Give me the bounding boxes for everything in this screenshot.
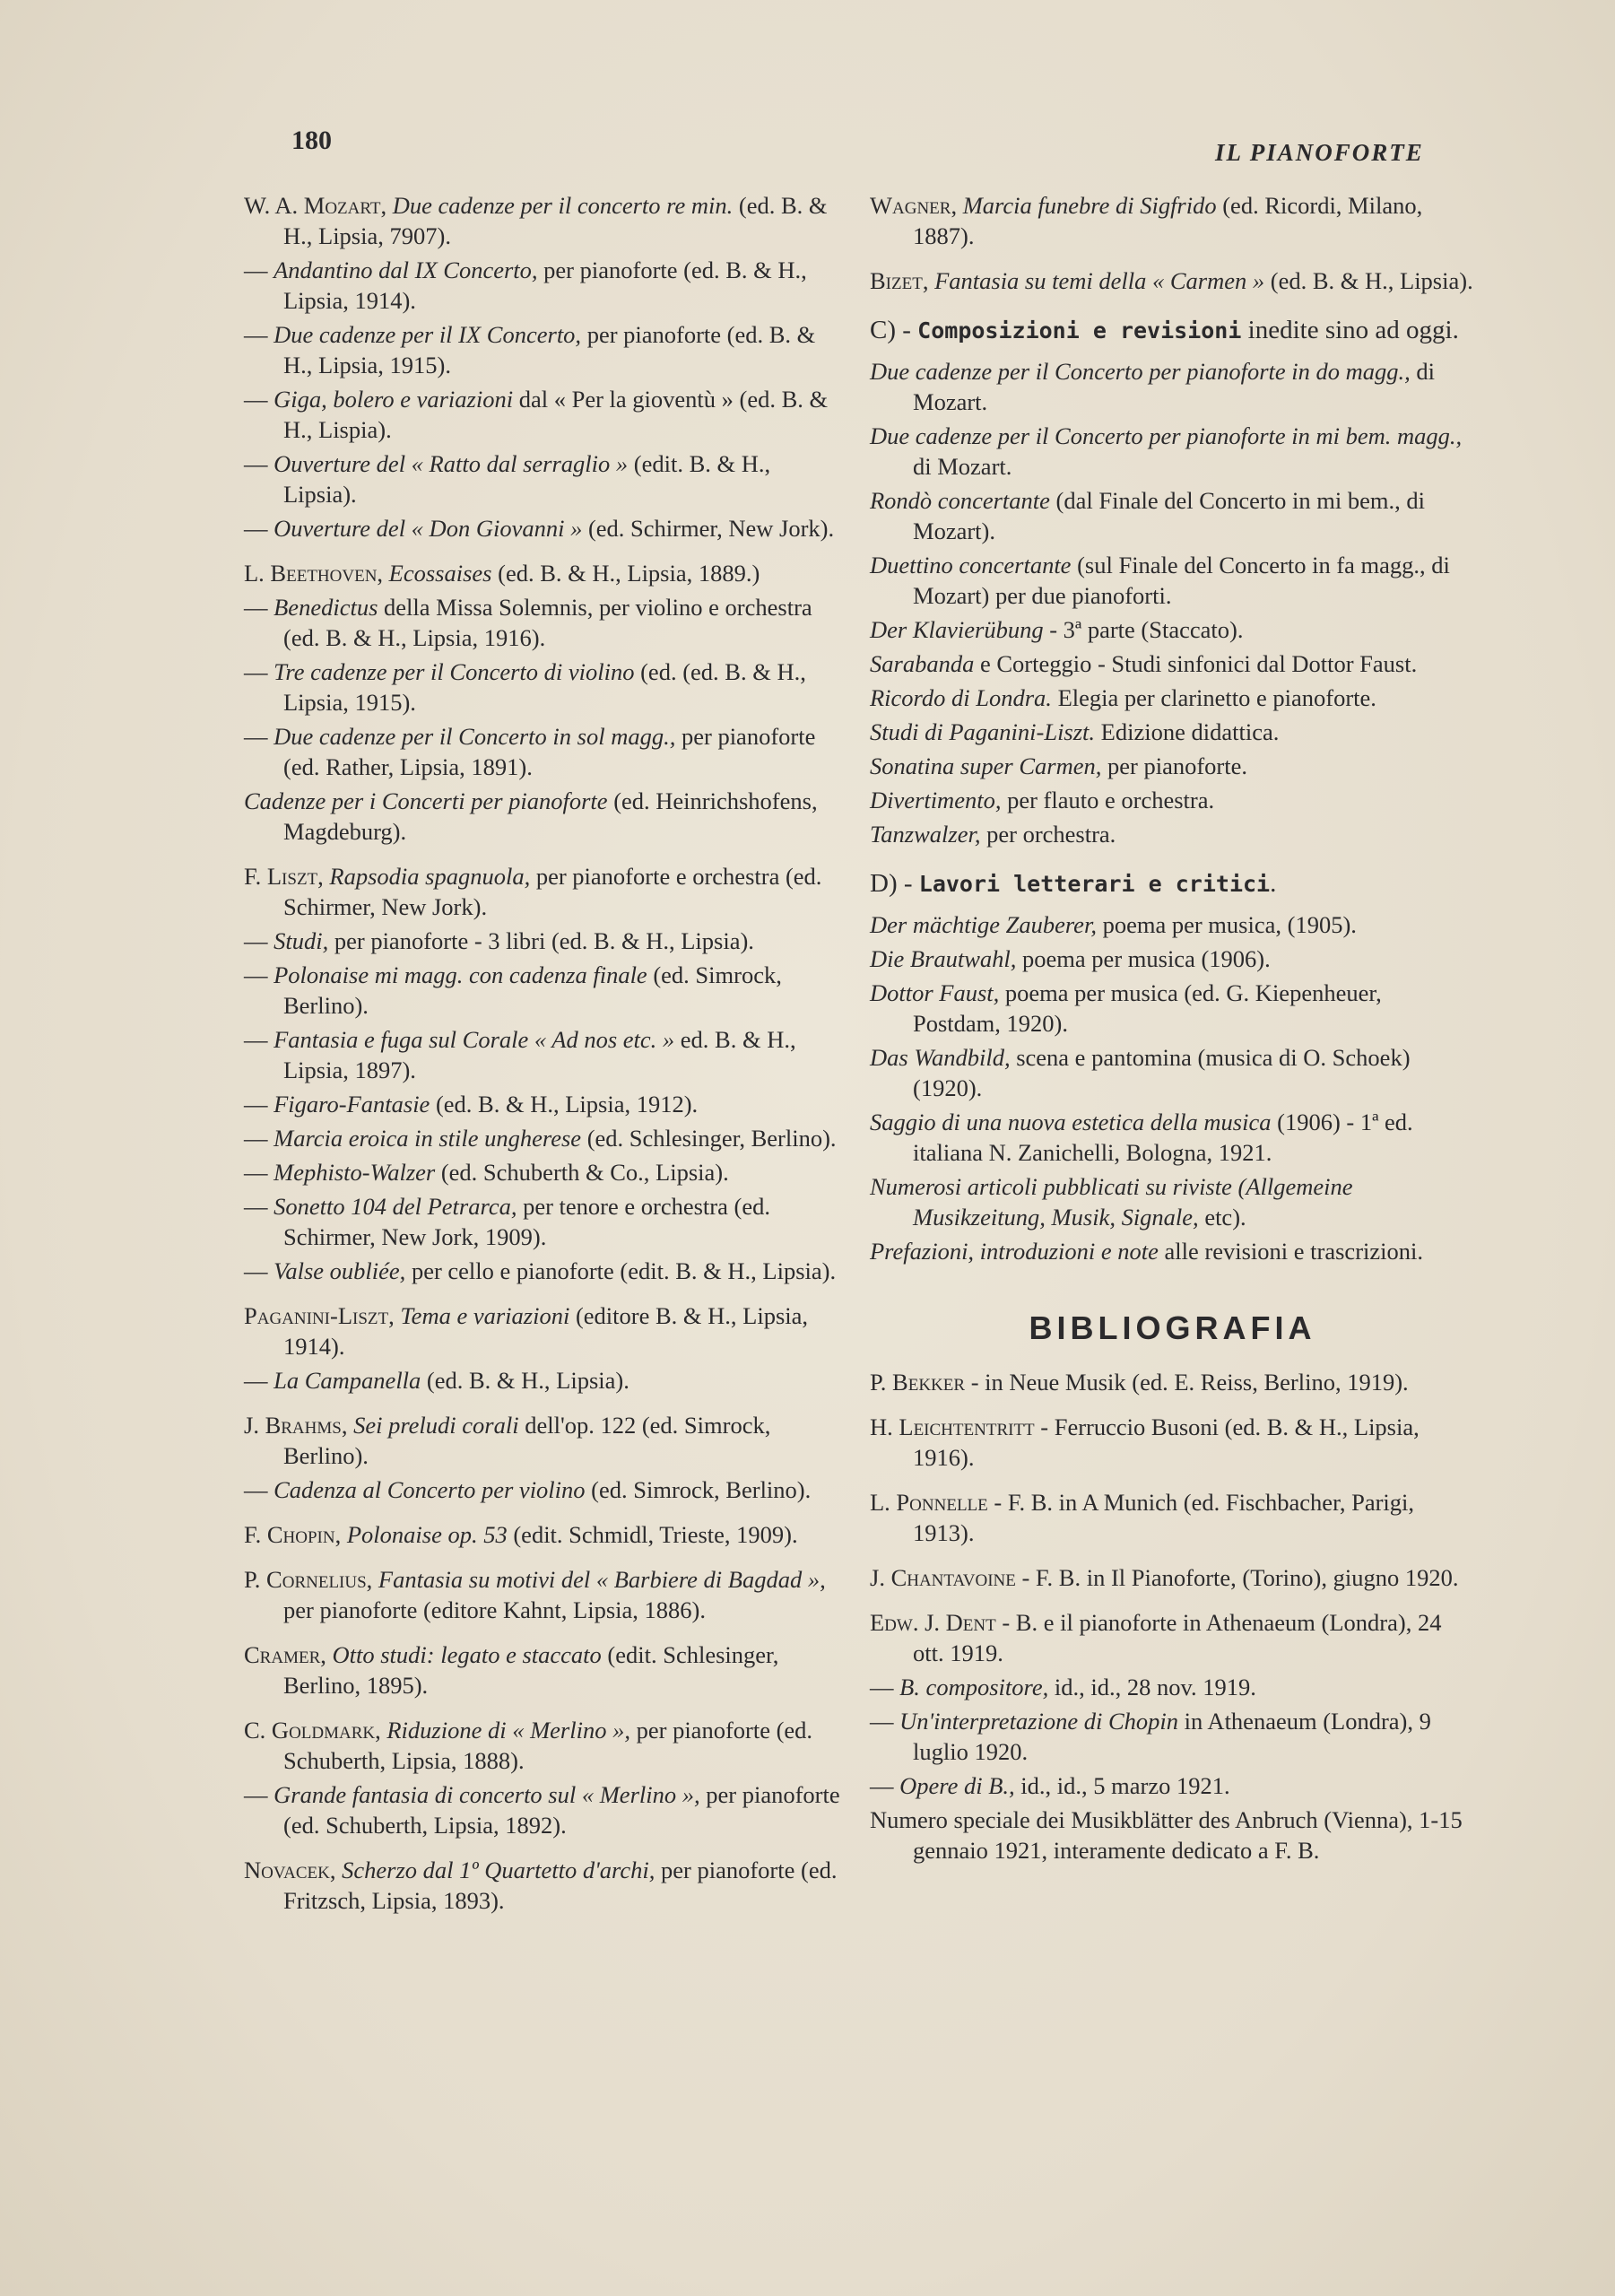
bibliografia-title: BIBLIOGRAFIA	[1029, 1309, 1316, 1346]
entry-title: Due cadenze per il IX Concerto,	[274, 321, 582, 348]
entry-title: Marcia funebre di Sigfrido	[962, 192, 1217, 219]
entry-title: Ricordo di Londra.	[870, 684, 1052, 711]
entry-title: Cadenze per i Concerti per pianoforte	[244, 787, 608, 814]
entry-title: Sei preludi corali	[353, 1412, 519, 1439]
entry-details: dell'op. 122 (ed. Simrock, Berlino).	[283, 1412, 771, 1469]
bibliography-entry	[244, 1123, 843, 1153]
entry-details: Numero speciale dei Musikblätter des Anbruch (Vienna), 1-15 gennaio 1921, interamente dedicato a F. B.	[870, 1806, 1463, 1864]
entry-title: Due cadenze per il Concerto per pianoforte in mi bem. magg.,	[870, 422, 1463, 449]
entry-author: —	[244, 927, 274, 954]
entry-details: per pianoforte (ed. B. & H., Lipsia, 1914).	[283, 257, 807, 314]
entry-details: di Mozart.	[913, 358, 1436, 415]
entry-author: —	[244, 1257, 274, 1284]
left-column	[244, 190, 843, 1919]
bibliography-entry	[870, 1107, 1475, 1168]
entry-title: Mephisto-Walzer	[274, 1159, 436, 1186]
entry-title: Sonetto 104 del Petrarca,	[274, 1193, 517, 1220]
entry-author: —	[244, 1193, 274, 1220]
entry-details: - 3ª parte (Staccato).	[1043, 616, 1244, 643]
entry-title: Due cadenze per il concerto re min.	[392, 192, 734, 219]
section-c-bold: Composizioni e revisioni	[917, 317, 1242, 344]
entry-details: per flauto e orchestra.	[1001, 787, 1215, 813]
bibliography-entry	[870, 1770, 1475, 1801]
bibliography-entry	[870, 1412, 1475, 1473]
bibliography-entry	[244, 1256, 843, 1286]
bibliography-entry	[870, 1562, 1475, 1593]
bibliography-entry	[244, 1715, 843, 1776]
bibliography-entry	[244, 592, 843, 653]
entry-details: (ed. Schlesinger, Berlino).	[581, 1125, 837, 1152]
bibliography-entry	[244, 1639, 843, 1700]
entry-details: per pianoforte (ed. Rather, Lipsia, 1891).	[283, 723, 816, 780]
entry-details: - in Neue Musik (ed. E. Reiss, Berlino, 1919).	[970, 1369, 1409, 1396]
entry-details: (ed. Simrock, Berlino).	[283, 961, 782, 1019]
entry-details: etc).	[1198, 1204, 1246, 1231]
entry-title: Ouverture del « Don Giovanni »	[274, 515, 583, 542]
bibliography-entry	[870, 1607, 1475, 1668]
entry-author: W. A. Mozart,	[244, 192, 393, 219]
entry-details: (ed. B. & H., Lipsia, 1889.)	[491, 560, 760, 587]
bibliography-entry	[870, 265, 1475, 296]
entry-author: —	[244, 1781, 274, 1808]
bibliography-entry	[244, 1191, 843, 1252]
bibliography-entry	[870, 751, 1475, 781]
entry-title: Cadenza al Concerto per violino	[274, 1476, 586, 1503]
entry-title: La Campanella	[274, 1367, 421, 1394]
entry-title: Un'interpretazione di Chopin	[899, 1708, 1179, 1735]
entry-title: Ecossaises	[388, 560, 492, 587]
entry-author: —	[870, 1674, 900, 1700]
entry-title: Scherzo dal 1º Quartetto d'archi,	[342, 1857, 656, 1883]
bibliography-entry	[244, 657, 843, 718]
bibliography-entry	[870, 550, 1475, 611]
entry-details: per cello e pianoforte (edit. B. & H., Lipsia).	[405, 1257, 837, 1284]
entry-author: —	[244, 321, 274, 348]
entry-author: —	[244, 1476, 274, 1503]
bibliography-entry	[870, 909, 1475, 940]
bibliography-entry	[244, 1855, 843, 1916]
entry-details: per pianoforte e orchestra (ed. Schirmer, New Jork).	[283, 863, 822, 920]
right-column	[870, 190, 1475, 1869]
entry-details: in Athenaeum (Londra), 9 luglio 1920.	[913, 1708, 1431, 1765]
bibliography-entry	[244, 1564, 843, 1625]
entry-details: per orchestra.	[980, 821, 1116, 848]
bibliography-entry	[870, 485, 1475, 546]
entry-details: (dal Finale del Concerto in mi bem., di Mozart).	[913, 487, 1425, 544]
entry-details: (1906) - 1ª ed. italiana N. Zanichelli, Bologna, 1921.	[913, 1109, 1413, 1166]
running-head: IL PIANOFORTE	[1215, 139, 1424, 166]
entry-details: (ed. B. & H., Lipsia, 1912).	[430, 1091, 699, 1118]
bibliography-entry	[244, 1157, 843, 1187]
entry-title: Der mächtige Zauberer,	[870, 911, 1097, 938]
entry-details: Elegia per clarinetto e pianoforte.	[1051, 684, 1376, 711]
entry-details: - F. B. in A Munich (ed. Fischbacher, Parigi, 1913).	[913, 1489, 1415, 1546]
entry-author: C. Goldmark,	[244, 1717, 387, 1744]
bibliography-entry	[870, 717, 1475, 747]
bibliography-entry	[244, 384, 843, 445]
entry-details: dal « Per la gioventù » (ed. B. & H., Lispia).	[283, 386, 829, 443]
bibliography-entry	[244, 861, 843, 922]
section-c-heading	[870, 314, 1475, 347]
entry-details: per pianoforte (ed. Fritzsch, Lipsia, 1893).	[283, 1857, 838, 1914]
entry-title: B. compositore,	[899, 1674, 1049, 1700]
entry-details: per pianoforte (ed. Schuberth, Lipsia, 1888).	[283, 1717, 813, 1774]
entry-details: per pianoforte.	[1101, 752, 1247, 779]
entry-author: L. Ponnelle	[870, 1489, 994, 1516]
entry-author: P. Bekker	[870, 1369, 971, 1396]
bibliography-entry	[244, 558, 843, 588]
section-c-label: C) -	[870, 316, 918, 344]
bibliography-entry	[870, 421, 1475, 482]
entry-author: J. Chantavoine	[870, 1564, 1022, 1591]
bibliography-entry	[244, 1089, 843, 1119]
entry-details: (ed. Heinrichshofens, Magdeburg).	[283, 787, 818, 845]
entry-author: —	[244, 1125, 274, 1152]
entry-details: per pianoforte (ed. Schuberth, Lipsia, 1892).	[283, 1781, 840, 1839]
entry-author: —	[244, 515, 274, 542]
bibliography-entry	[244, 1024, 843, 1085]
entry-author: Edw. J. Dent	[870, 1609, 1003, 1636]
entry-author: —	[244, 1367, 274, 1394]
entry-details: (ed. B. & H., Lipsia).	[421, 1367, 630, 1394]
entry-details: per pianoforte (editore Kahnt, Lipsia, 1886).	[283, 1596, 706, 1623]
entry-details: (editore B. & H., Lipsia, 1914).	[283, 1302, 809, 1360]
entry-details: (ed. B. & H., Lipsia).	[1264, 267, 1473, 294]
entry-title: Valse oubliée,	[274, 1257, 406, 1284]
entry-title: Rapsodia spagnuola,	[329, 863, 531, 890]
entry-details: id., id., 5 marzo 1921.	[1014, 1772, 1230, 1799]
bibliography-entry	[244, 319, 843, 380]
entry-author: —	[244, 1091, 274, 1118]
entry-details: (ed. Schuberth & Co., Lipsia).	[435, 1159, 729, 1186]
entry-author: —	[870, 1772, 900, 1799]
entry-author: —	[244, 1159, 274, 1186]
entry-details: (ed. Schirmer, New Jork).	[582, 515, 835, 542]
entry-author: H. Leichtentritt	[870, 1413, 1041, 1440]
entry-details: id., id., 28 nov. 1919.	[1048, 1674, 1256, 1700]
bibliography-entry	[870, 614, 1475, 645]
entry-author: Paganini-Liszt,	[244, 1302, 401, 1329]
entry-title: Polonaise op. 53	[346, 1521, 508, 1548]
entry-title: Dottor Faust,	[870, 979, 1000, 1006]
entry-author: Bizet,	[870, 267, 935, 294]
entry-details: scena e pantomina (musica di O. Schoek) (1920).	[913, 1044, 1411, 1101]
entry-title: Benedictus	[274, 594, 378, 621]
section-d-label: D) -	[870, 869, 919, 898]
entry-title: Marcia eroica in stile ungherese	[274, 1125, 582, 1152]
entry-author: F. Liszt,	[244, 863, 330, 890]
bibliography-entry	[870, 785, 1475, 815]
section-d-rest: .	[1270, 869, 1277, 898]
bibliography-entry	[244, 721, 843, 782]
entry-title: Polonaise mi magg. con cadenza finale	[274, 961, 647, 988]
bibliography-entry	[870, 648, 1475, 679]
entry-author: —	[244, 1026, 274, 1053]
entry-title: Tre cadenze per il Concerto di violino	[274, 658, 635, 685]
bibliography-entry	[244, 190, 843, 251]
bibliography-entry	[870, 1805, 1475, 1866]
entry-title: Ouverture del « Ratto dal serraglio »	[274, 450, 629, 477]
section-d-heading	[870, 867, 1475, 900]
entry-title: Studi,	[274, 927, 329, 954]
entry-title: Tanzwalzer,	[870, 821, 981, 848]
entry-details: (edit. B. & H., Lipsia).	[283, 450, 771, 508]
entry-author: —	[244, 257, 274, 283]
entry-details: alle revisioni e trascrizioni.	[1158, 1238, 1423, 1265]
bibliography-entry	[244, 1365, 843, 1396]
entry-title: Otto studi: legato e staccato	[332, 1641, 602, 1668]
entry-details: poema per musica (1906).	[1016, 945, 1271, 972]
bibliography-entry	[244, 960, 843, 1021]
entry-details: ed. B. & H., Lipsia, 1897).	[283, 1026, 796, 1083]
bibliography-entry	[244, 1474, 843, 1505]
entry-title: Saggio di una nuova estetica della musica	[870, 1109, 1272, 1135]
entry-details: (sul Finale del Concerto in fa magg., di Mozart) per due pianoforti.	[913, 552, 1450, 609]
bibliography-entry	[244, 255, 843, 316]
entry-title: Studi di Paganini-Liszt.	[870, 718, 1096, 745]
bibliography-entry	[870, 944, 1475, 974]
entry-author: —	[870, 1708, 900, 1735]
entry-title: Das Wandbild,	[870, 1044, 1011, 1071]
bibliography-entry	[244, 1519, 843, 1550]
entry-title: Riduzione di « Merlino »,	[386, 1717, 630, 1744]
bibliography-entry	[244, 1779, 843, 1840]
bibliography-entry	[870, 1236, 1475, 1266]
entry-title: Due cadenze per il Concerto in sol magg.,	[274, 723, 676, 750]
entry-details: (edit. Schmidl, Trieste, 1909).	[507, 1521, 798, 1548]
entry-author: —	[244, 961, 274, 988]
entry-details: - B. e il pianoforte in Athenaeum (Londra), 24 ott. 1919.	[913, 1609, 1442, 1666]
page-number: 180	[291, 126, 332, 155]
entry-author: —	[244, 386, 274, 413]
bibliography-entry	[244, 1410, 843, 1471]
entry-title: Grande fantasia di concerto sul « Merlino »,	[274, 1781, 700, 1808]
entry-details: per tenore e orchestra (ed. Schirmer, New Jork, 1909).	[283, 1193, 770, 1250]
entry-title: Andantino dal IX Concerto,	[274, 257, 538, 283]
entry-title: Der Klavierübung	[870, 616, 1044, 643]
section-c-rest: inedite sino ad oggi.	[1241, 316, 1459, 344]
bibliography-entry	[870, 356, 1475, 417]
entry-author: Novacek,	[244, 1857, 343, 1883]
entry-author: —	[244, 450, 274, 477]
entry-title: Duettino concertante	[870, 552, 1072, 578]
section-d-bold: Lavori letterari e critici	[918, 871, 1271, 897]
entry-details: di Mozart.	[913, 453, 1012, 480]
entry-details: poema per musica, (1905).	[1096, 911, 1357, 938]
bibliography-entry	[870, 1487, 1475, 1548]
bibliography-entry	[870, 1706, 1475, 1767]
entry-title: Giga, bolero e variazioni	[274, 386, 514, 413]
bibliography-entry	[244, 448, 843, 509]
bibliography-entry	[870, 1042, 1475, 1103]
entry-details: (ed. Ricordi, Milano, 1887).	[913, 192, 1423, 249]
entry-title: Rondò concertante	[870, 487, 1050, 514]
entry-author: F. Chopin,	[244, 1521, 347, 1548]
bibliography-entry	[870, 1171, 1475, 1232]
entry-title: Fantasia su motivi del « Barbiere di Bagdad »,	[378, 1566, 826, 1593]
entry-title: Figaro-Fantasie	[274, 1091, 430, 1118]
entry-author: L. Beethoven,	[244, 560, 389, 587]
entry-title: Divertimento,	[870, 787, 1002, 813]
bibliography-entry	[244, 513, 843, 544]
entry-details: per pianoforte - 3 libri (ed. B. & H., Lipsia).	[328, 927, 754, 954]
bibliography-entry	[870, 1367, 1475, 1397]
entry-title: Prefazioni, introduzioni e note	[870, 1238, 1159, 1265]
entry-details: della Missa Solemnis, per violino e orchestra (ed. B. & H., Lipsia, 1916).	[283, 594, 812, 651]
entry-title: Opere di B.,	[899, 1772, 1015, 1799]
entry-details: - F. B. in Il Pianoforte, (Torino), giugno 1920.	[1021, 1564, 1459, 1591]
bibliography-entry	[870, 683, 1475, 713]
bibliography-entry	[244, 1300, 843, 1361]
bibliography-entry	[870, 1672, 1475, 1702]
entry-author: J. Brahms,	[244, 1412, 354, 1439]
entry-author: P. Cornelius,	[244, 1566, 378, 1593]
entry-author: —	[244, 658, 274, 685]
entry-title: Die Brautwahl,	[870, 945, 1017, 972]
bibliography-entry	[244, 786, 843, 847]
entry-title: Fantasia e fuga sul Corale « Ad nos etc. »	[274, 1026, 675, 1053]
entry-title: Sarabanda	[870, 650, 975, 677]
entry-details: (ed. B. & H., Lipsia, 7907).	[283, 192, 828, 249]
bibliography-entry	[870, 819, 1475, 849]
entry-title: Due cadenze per il Concerto per pianoforte in do magg.,	[870, 358, 1411, 385]
entry-author: —	[244, 723, 274, 750]
entry-details: (edit. Schlesinger, Berlino, 1895).	[283, 1641, 779, 1699]
entry-author: —	[244, 594, 274, 621]
entry-details: - Ferruccio Busoni (ed. B. & H., Lipsia, 1916).	[913, 1413, 1420, 1471]
entry-author: Wagner,	[870, 192, 963, 219]
bibliography-entry	[870, 190, 1475, 251]
bibliography-entry	[870, 978, 1475, 1039]
entry-title: Numerosi articoli pubblicati su riviste (Allgemeine Musikzeitung, Musik, Signale,	[870, 1173, 1353, 1231]
bibliography-entry	[244, 926, 843, 956]
entry-details: (ed. Simrock, Berlino).	[585, 1476, 812, 1503]
entry-title: Tema e variazioni	[400, 1302, 570, 1329]
entry-details: e Corteggio - Studi sinfonici dal Dottor Faust.	[974, 650, 1418, 677]
entry-details: (ed. (ed. B. & H., Lipsia, 1915).	[283, 658, 806, 716]
entry-details: Edizione didattica.	[1095, 718, 1280, 745]
entry-title: Sonatina super Carmen,	[870, 752, 1102, 779]
entry-title: Fantasia su temi della « Carmen »	[934, 267, 1265, 294]
entry-details: per pianoforte (ed. B. & H., Lipsia, 1915).	[283, 321, 816, 378]
entry-author: Cramer,	[244, 1641, 333, 1668]
entry-details: poema per musica (ed. G. Kiepenheuer, Postdam, 1920).	[913, 979, 1382, 1037]
